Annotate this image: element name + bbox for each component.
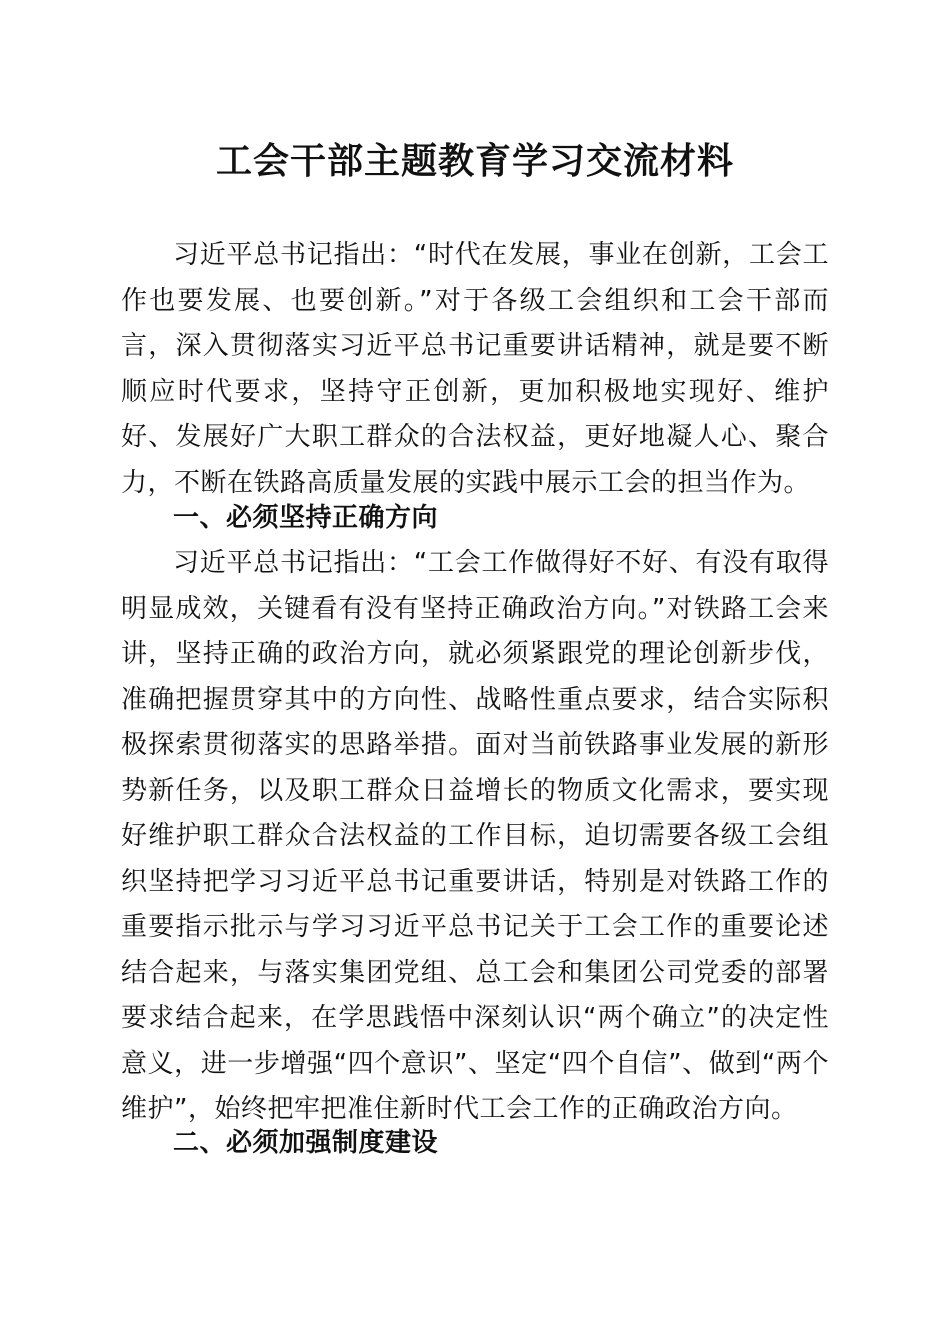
intro-paragraph: 习近平总书记指出：“时代在发展，事业在创新，工会工作也要发展、也要创新。”对于各级工会组织和工会干部而言，深入贯彻落实习近平总书记重要讲话精神，就是要不断顺应时代要求，坚持守正创新，更加积极地实现好、维护好、发展好广大职工群众的合法权益，更好地凝人心、聚合力，不断在铁路高质量发展的实践中展示工会的担当作为。 bbox=[121, 240, 829, 498]
document-title: 工会干部主题教育学习交流材料 bbox=[215, 140, 734, 182]
section-heading-2: 二、必须加强制度建设 bbox=[173, 1128, 439, 1158]
section-heading-1: 一、必须坚持正确方向 bbox=[173, 503, 439, 533]
section-1-paragraph: 习近平总书记指出：“工会工作做得好不好、有没有取得明显成效，关键看有没有坚持正确政治方向。”对铁路工会来讲，坚持正确的政治方向，就必须紧跟党的理论创新步伐，准确把握贯穿其中的方向性、战略性重点要求，结合实际积极探索贯彻落实的思路举措。面对当前铁路事业发展的新形势新任务，以及职工群众日益增长的物质文化需求，要实现好维护职工群众合法权益的工作目标，迫切需要各级工会组织坚持把学习习近平总书记重要讲话，特别是对铁路工作的重要指示批示与学习习近平总书记关于工会工作的重要论述结合起来，与落实集团党组、总工会和集团公司党委的部署要求结合起来，在学思践悟中深刻认识“两个确立”的决定性意义，进一步增强“四个意识”、坚定“四个自信”、做到“两个维护”，始终把牢把准住新时代工会工作的正确政治方向。 bbox=[121, 548, 829, 1124]
